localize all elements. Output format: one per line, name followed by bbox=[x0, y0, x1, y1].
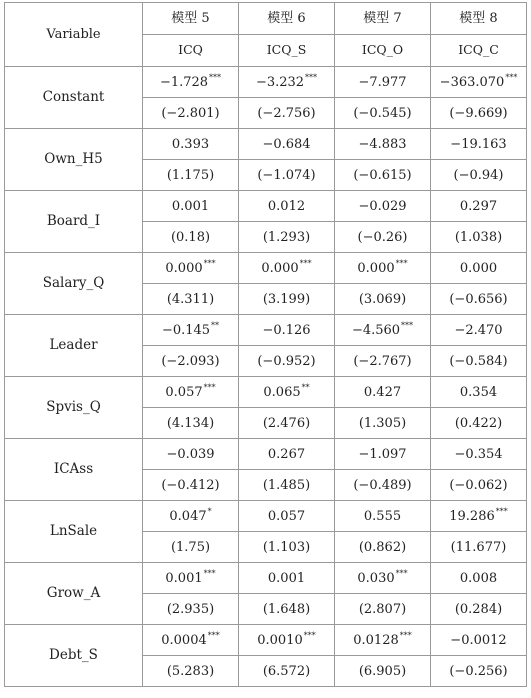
variable-header: Variable bbox=[5, 3, 143, 67]
coefficient-cell bbox=[143, 253, 239, 284]
t-statistic-cell: (−1.074) bbox=[239, 160, 335, 191]
variable-name: Board_I bbox=[5, 191, 143, 253]
coefficient-value: 0.427 bbox=[363, 384, 402, 400]
coefficient-cell bbox=[239, 253, 335, 284]
coefficient-value: 0.001 bbox=[267, 570, 306, 586]
coefficient-cell bbox=[239, 315, 335, 346]
table-row bbox=[5, 129, 527, 160]
coefficient-cell bbox=[335, 625, 431, 656]
coefficient-cell bbox=[143, 191, 239, 222]
significance-stars: * bbox=[207, 507, 212, 517]
t-statistic-cell: (−0.952) bbox=[239, 346, 335, 377]
t-statistic-cell: (−2.093) bbox=[143, 346, 239, 377]
coefficient-value: −0.029 bbox=[358, 198, 407, 214]
t-statistic-cell: (0.422) bbox=[431, 408, 527, 439]
coefficient-cell bbox=[239, 439, 335, 470]
table-body bbox=[5, 67, 527, 687]
coefficient-cell bbox=[143, 501, 239, 532]
coefficient-value: 0.001 bbox=[165, 570, 203, 586]
significance-stars: *** bbox=[505, 73, 518, 83]
table-row bbox=[5, 563, 527, 594]
significance-stars: *** bbox=[399, 631, 412, 641]
coefficient-cell bbox=[143, 625, 239, 656]
t-statistic-cell: (−2.767) bbox=[335, 346, 431, 377]
coefficient-value: 0.012 bbox=[267, 198, 306, 214]
variable-name: Grow_A bbox=[5, 563, 143, 625]
table-row bbox=[5, 67, 527, 98]
t-statistic-cell: (−0.489) bbox=[335, 470, 431, 501]
coefficient-cell bbox=[335, 129, 431, 160]
t-statistic-cell: (1.103) bbox=[239, 532, 335, 563]
t-statistic-cell: (−0.615) bbox=[335, 160, 431, 191]
coefficient-cell bbox=[239, 129, 335, 160]
t-statistic-cell: (−0.545) bbox=[335, 98, 431, 129]
coefficient-cell bbox=[239, 563, 335, 594]
coefficient-cell bbox=[143, 563, 239, 594]
coefficient-value: 19.286 bbox=[449, 508, 495, 524]
t-statistic-cell: (0.284) bbox=[431, 594, 527, 625]
coefficient-cell bbox=[335, 253, 431, 284]
significance-stars: ** bbox=[301, 383, 310, 393]
table-row bbox=[5, 501, 527, 532]
significance-stars: *** bbox=[209, 73, 222, 83]
coefficient-cell bbox=[431, 191, 527, 222]
t-statistic-cell: (−0.26) bbox=[335, 222, 431, 253]
dependent-icq: ICQ bbox=[143, 35, 239, 67]
coefficient-value: 0.555 bbox=[363, 508, 402, 524]
coefficient-cell bbox=[239, 377, 335, 408]
t-statistic-cell: (6.572) bbox=[239, 656, 335, 687]
t-statistic-cell: (6.905) bbox=[335, 656, 431, 687]
significance-stars: *** bbox=[395, 569, 408, 579]
coefficient-cell bbox=[431, 253, 527, 284]
t-statistic-cell: (−0.256) bbox=[431, 656, 527, 687]
coefficient-value: −363.070 bbox=[439, 74, 505, 90]
coefficient-value: 0.000 bbox=[261, 260, 299, 276]
significance-stars: *** bbox=[395, 259, 408, 269]
coefficient-value: 0.0004 bbox=[161, 632, 207, 648]
model-7-header: 模型 7 bbox=[335, 3, 431, 35]
coefficient-cell bbox=[143, 67, 239, 98]
variable-name: Debt_S bbox=[5, 625, 143, 687]
significance-stars: *** bbox=[401, 321, 414, 331]
significance-stars: *** bbox=[203, 569, 216, 579]
t-statistic-cell: (−0.062) bbox=[431, 470, 527, 501]
coefficient-value: −0.354 bbox=[454, 446, 503, 462]
coefficient-value: −0.039 bbox=[166, 446, 215, 462]
t-statistic-cell: (−0.656) bbox=[431, 284, 527, 315]
coefficient-cell bbox=[335, 439, 431, 470]
t-statistic-cell: (5.283) bbox=[143, 656, 239, 687]
coefficient-value: 0.057 bbox=[165, 384, 203, 400]
variable-name: Leader bbox=[5, 315, 143, 377]
t-statistic-cell: (−2.801) bbox=[143, 98, 239, 129]
coefficient-cell bbox=[143, 439, 239, 470]
header-row-models bbox=[5, 3, 527, 35]
coefficient-value: −1.097 bbox=[358, 446, 407, 462]
coefficient-value: 0.008 bbox=[459, 570, 498, 586]
coefficient-cell bbox=[239, 67, 335, 98]
t-statistic-cell: (1.038) bbox=[431, 222, 527, 253]
model-8-header: 模型 8 bbox=[431, 3, 527, 35]
t-statistic-cell: (1.293) bbox=[239, 222, 335, 253]
coefficient-cell bbox=[239, 501, 335, 532]
t-statistic-cell: (−0.584) bbox=[431, 346, 527, 377]
coefficient-value: 0.393 bbox=[171, 136, 210, 152]
table-row bbox=[5, 191, 527, 222]
coefficient-value: 0.047 bbox=[169, 508, 207, 524]
t-statistic-cell: (1.648) bbox=[239, 594, 335, 625]
significance-stars: ** bbox=[211, 321, 220, 331]
coefficient-cell bbox=[431, 377, 527, 408]
significance-stars: *** bbox=[303, 631, 316, 641]
coefficient-value: 0.297 bbox=[459, 198, 498, 214]
coefficient-cell bbox=[335, 377, 431, 408]
coefficient-cell bbox=[431, 563, 527, 594]
coefficient-cell bbox=[143, 129, 239, 160]
coefficient-value: 0.000 bbox=[459, 260, 498, 276]
variable-name: LnSale bbox=[5, 501, 143, 563]
coefficient-cell bbox=[143, 315, 239, 346]
t-statistic-cell: (0.862) bbox=[335, 532, 431, 563]
t-statistic-cell: (1.75) bbox=[143, 532, 239, 563]
coefficient-cell bbox=[431, 625, 527, 656]
model-6-header: 模型 6 bbox=[239, 3, 335, 35]
significance-stars: *** bbox=[299, 259, 312, 269]
t-statistic-cell: (1.305) bbox=[335, 408, 431, 439]
table-row bbox=[5, 253, 527, 284]
significance-stars: *** bbox=[495, 507, 508, 517]
coefficient-value: −19.163 bbox=[450, 136, 507, 152]
coefficient-value: 0.057 bbox=[267, 508, 306, 524]
variable-name: Own_H5 bbox=[5, 129, 143, 191]
dependent-icq-o: ICQ_O bbox=[335, 35, 431, 67]
significance-stars: *** bbox=[305, 73, 318, 83]
table-row bbox=[5, 315, 527, 346]
t-statistic-cell: (−0.94) bbox=[431, 160, 527, 191]
coefficient-value: 0.0010 bbox=[257, 632, 303, 648]
t-statistic-cell: (1.175) bbox=[143, 160, 239, 191]
t-statistic-cell: (−0.412) bbox=[143, 470, 239, 501]
t-statistic-cell: (2.476) bbox=[239, 408, 335, 439]
coefficient-value: 0.354 bbox=[459, 384, 498, 400]
coefficient-cell bbox=[431, 501, 527, 532]
t-statistic-cell: (2.807) bbox=[335, 594, 431, 625]
coefficient-value: 0.0128 bbox=[353, 632, 399, 648]
coefficient-cell bbox=[239, 625, 335, 656]
t-statistic-cell: (11.677) bbox=[431, 532, 527, 563]
t-statistic-cell: (1.485) bbox=[239, 470, 335, 501]
coefficient-value: 0.000 bbox=[357, 260, 395, 276]
model-5-header: 模型 5 bbox=[143, 3, 239, 35]
coefficient-cell bbox=[239, 191, 335, 222]
significance-stars: *** bbox=[203, 259, 216, 269]
variable-name: Spvis_Q bbox=[5, 377, 143, 439]
coefficient-cell bbox=[335, 67, 431, 98]
table-row bbox=[5, 439, 527, 470]
coefficient-value: −4.883 bbox=[358, 136, 407, 152]
coefficient-value: 0.065 bbox=[263, 384, 301, 400]
coefficient-cell bbox=[335, 563, 431, 594]
significance-stars: *** bbox=[203, 383, 216, 393]
coefficient-value: 0.000 bbox=[165, 260, 203, 276]
regression-table-container bbox=[4, 2, 526, 687]
coefficient-value: −3.232 bbox=[255, 74, 305, 90]
coefficient-cell bbox=[431, 67, 527, 98]
coefficient-value: −0.145 bbox=[161, 322, 211, 338]
coefficient-value: −0.0012 bbox=[450, 632, 507, 648]
coefficient-value: −4.560 bbox=[351, 322, 401, 338]
dependent-icq-s: ICQ_S bbox=[239, 35, 335, 67]
variable-name: ICAss bbox=[5, 439, 143, 501]
t-statistic-cell: (−9.669) bbox=[431, 98, 527, 129]
coefficient-value: −0.126 bbox=[262, 322, 311, 338]
coefficient-cell bbox=[335, 315, 431, 346]
coefficient-value: 0.030 bbox=[357, 570, 395, 586]
variable-name: Constant bbox=[5, 67, 143, 129]
coefficient-cell bbox=[431, 439, 527, 470]
coefficient-cell bbox=[143, 377, 239, 408]
coefficient-value: −1.728 bbox=[159, 74, 209, 90]
t-statistic-cell: (0.18) bbox=[143, 222, 239, 253]
t-statistic-cell: (4.311) bbox=[143, 284, 239, 315]
t-statistic-cell: (3.069) bbox=[335, 284, 431, 315]
t-statistic-cell: (2.935) bbox=[143, 594, 239, 625]
coefficient-value: −7.977 bbox=[358, 74, 407, 90]
coefficient-value: 0.001 bbox=[171, 198, 210, 214]
dependent-icq-c: ICQ_C bbox=[431, 35, 527, 67]
significance-stars: *** bbox=[207, 631, 220, 641]
coefficient-cell bbox=[335, 191, 431, 222]
regression-table bbox=[4, 2, 527, 687]
coefficient-cell bbox=[335, 501, 431, 532]
coefficient-value: −2.470 bbox=[454, 322, 503, 338]
coefficient-value: 0.267 bbox=[267, 446, 306, 462]
table-row bbox=[5, 377, 527, 408]
coefficient-cell bbox=[431, 129, 527, 160]
t-statistic-cell: (−2.756) bbox=[239, 98, 335, 129]
table-header bbox=[5, 3, 527, 67]
t-statistic-cell: (3.199) bbox=[239, 284, 335, 315]
table-row bbox=[5, 625, 527, 656]
coefficient-cell bbox=[431, 315, 527, 346]
coefficient-value: −0.684 bbox=[262, 136, 311, 152]
variable-name: Salary_Q bbox=[5, 253, 143, 315]
t-statistic-cell: (4.134) bbox=[143, 408, 239, 439]
